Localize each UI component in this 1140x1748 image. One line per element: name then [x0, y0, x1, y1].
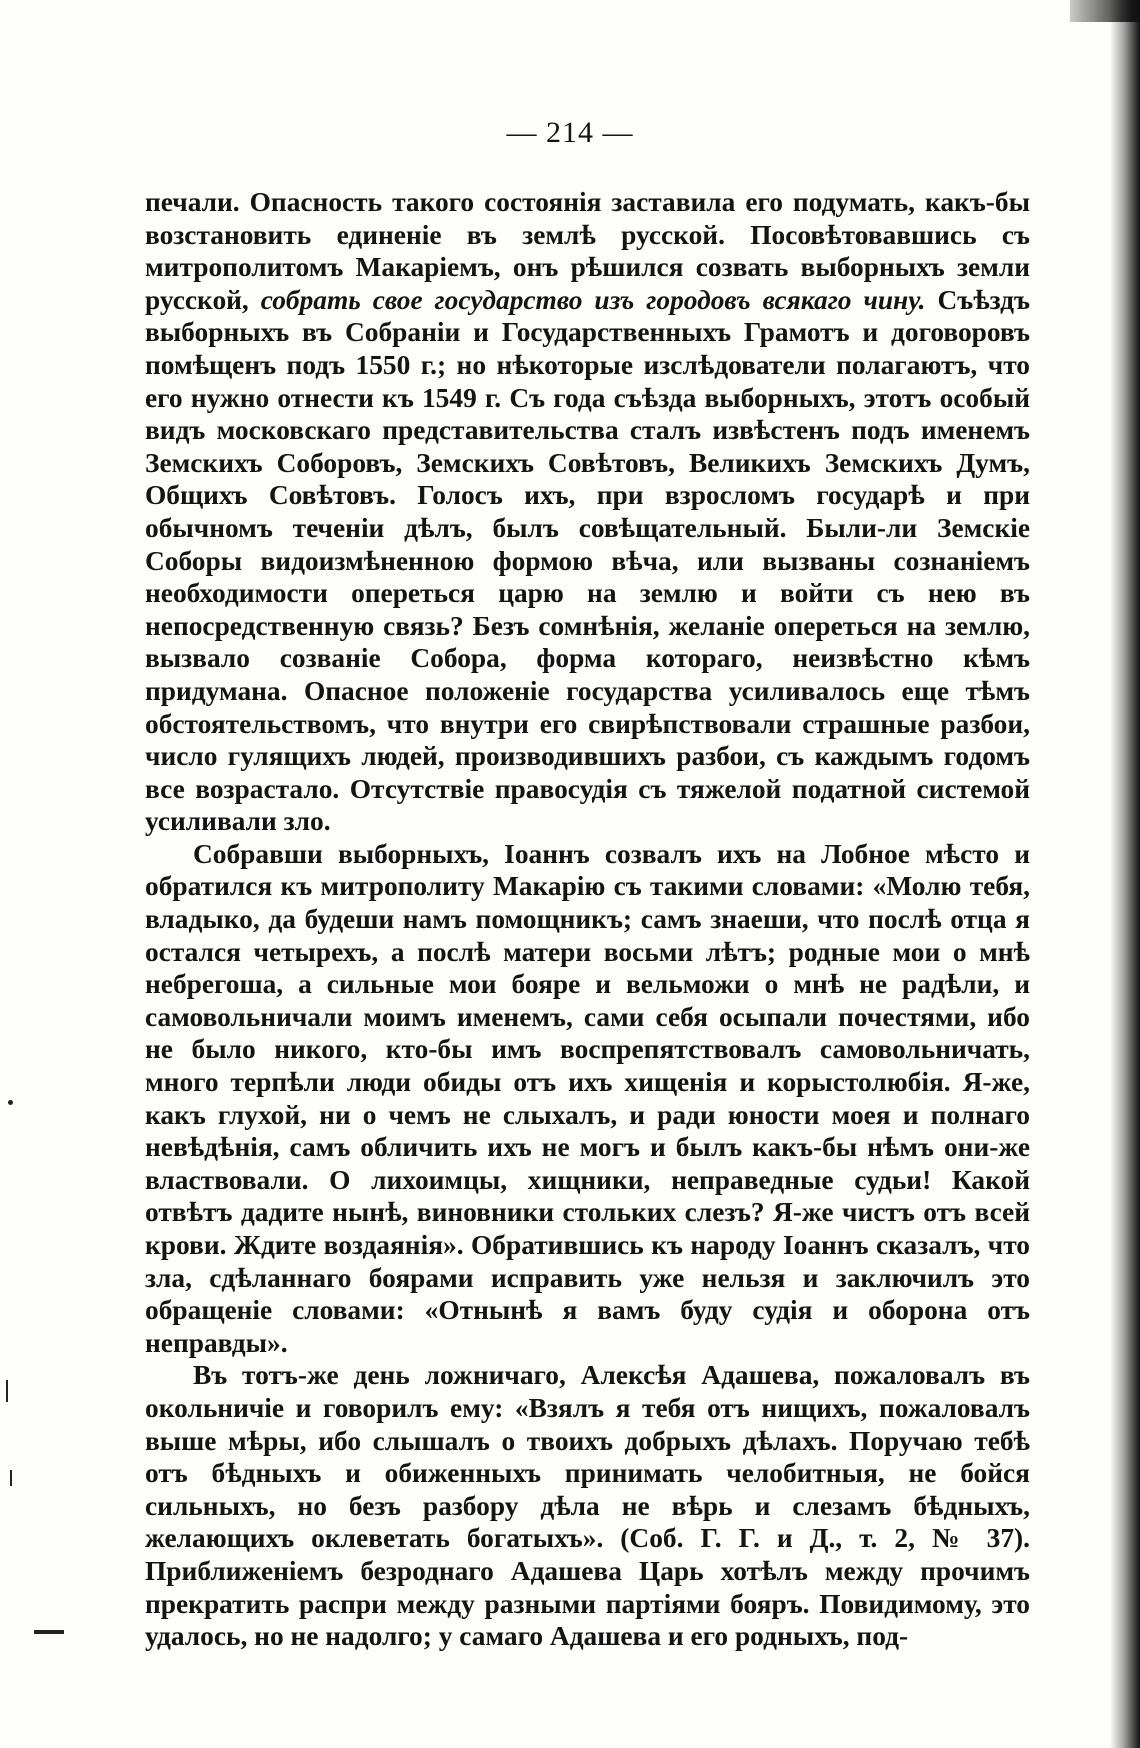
- scan-edge-shadow: [1110, 0, 1140, 1748]
- paragraph-2: Собравши выборныхъ, Іоаннъ созвалъ ихъ на Лобное мѣсто и обратился къ митрополиту Макарію съ такими словами: «Молю тебя, владыко, да будеши намъ помощникъ; самъ знаеши, что послѣ отца я остался четырехъ, а послѣ матери восьми лѣтъ; родные мои о мнѣ небрегоша, а сильные мои бояре и вельможи о мнѣ не радѣли, и самовольничали моимъ именемъ, сами себя осыпали почестями, ибо не было никого, кто-бы имъ воспрепятствовалъ самовольничать, много терпѣли люди обиды отъ ихъ хищенія и корыстолюбія. Я-же, какъ глухой, ни о чемъ не слыхалъ, и ради юности моея и полнаго невѣдѣнія, самъ обличить ихъ не могъ и былъ какъ-бы нѣмъ они-же властвовали. О лихоимцы, хищники, неправедные судьи! Какой отвѣтъ дадите нынѣ, виновники стольких слезъ? Я-же чистъ отъ всей крови. Ждите воздаянія». Обратившись къ народу Іоаннъ сказалъ, что зла, сдѣланнаго боярами исправить уже нельзя и заключилъ это обращеніе словами: «Отнынѣ я вамъ буду судія и оборона отъ неправды».: [145, 838, 1030, 1358]
- scan-mark: [10, 1470, 12, 1486]
- paragraph-3: Въ тотъ-же день ложничаго, Алексѣя Адашева, пожаловалъ въ окольничіе и говорилъ ему: «Взялъ я тебя отъ нищихъ, пожаловалъ выше мѣры, ибо слышалъ о твоихъ добрыхъ дѣлахъ. Поручаю тебѣ отъ бѣдныхъ и обиженныхъ принимать челобитныя, не бойся сильныхъ, но безъ разбору дѣла не вѣрь и слезамъ бѣдныхъ, желающихъ оклеветать богатыхъ». (Соб. Г. Г. и Д., т. 2, № 37). Приближеніемъ безроднаго Адашева Царь хотѣлъ между прочимъ прекратить распри между разными партіями бояръ. Повидимому, это удалось, но не надолго; у самаго Адашева и его родныхъ, под-: [145, 1360, 1030, 1652]
- scan-mark: [8, 1100, 13, 1105]
- scan-mark: [6, 1380, 8, 1402]
- scan-corner-shadow: [1070, 0, 1140, 22]
- body-text: [145, 186, 1030, 1653]
- page-number: — 214 —: [506, 116, 634, 149]
- paragraph-1-start: печали. Опасность такого состоянія заставила его подумать, какъ-бы возстановить единеніе въ землѣ русской. Посовѣтовавшись съ митрополитомъ Макаріемъ, онъ рѣшился созвать выборныхъ земли русской,: [145, 187, 1030, 315]
- paragraph-1: [145, 186, 1030, 838]
- scan-mark: [34, 1630, 64, 1634]
- paragraph-1-rest: Съѣздъ выборныхъ въ Собраніи и Государственныхъ Грамотъ и договоровъ помѣщенъ подъ 1550 г.; но нѣкоторые изслѣдователи полагаютъ, что его нужно отнести къ 1549 г. Съ года съѣзда выборныхъ, этотъ особый видъ московскаго представительства сталъ извѣстенъ подъ именемъ Земскихъ Соборовъ, Земскихъ Совѣтовъ, Великихъ Земскихъ Думъ, Общихъ Совѣтовъ. Голосъ ихъ, при взросломъ государѣ и при обычномъ теченіи дѣлъ, былъ совѣщательный. Были-ли Земскіе Соборы видоизмѣненною формою вѣча, или вызваны сознаніемъ необходимости опереться царю на землю и войти съ нею въ непосредственную связь? Безъ сомнѣнія, желаніе опереться на землю, вызвало созваніе Собора, форма котораго, неизвѣстно кѣмъ придумана. Опасное положеніе государства усиливалось еще тѣмъ обстоятельствомъ, что внутри его свирѣпствовали страшные разбои, число гулящихъ людей, производившихъ разбои, съ каждымъ годомъ все возрастало. Отсутствіе правосудія съ тяжелой податной системой усиливали зло.: [145, 284, 1031, 837]
- quote-italic: собрать свое государство изъ городовъ всякаго чину.: [260, 284, 926, 315]
